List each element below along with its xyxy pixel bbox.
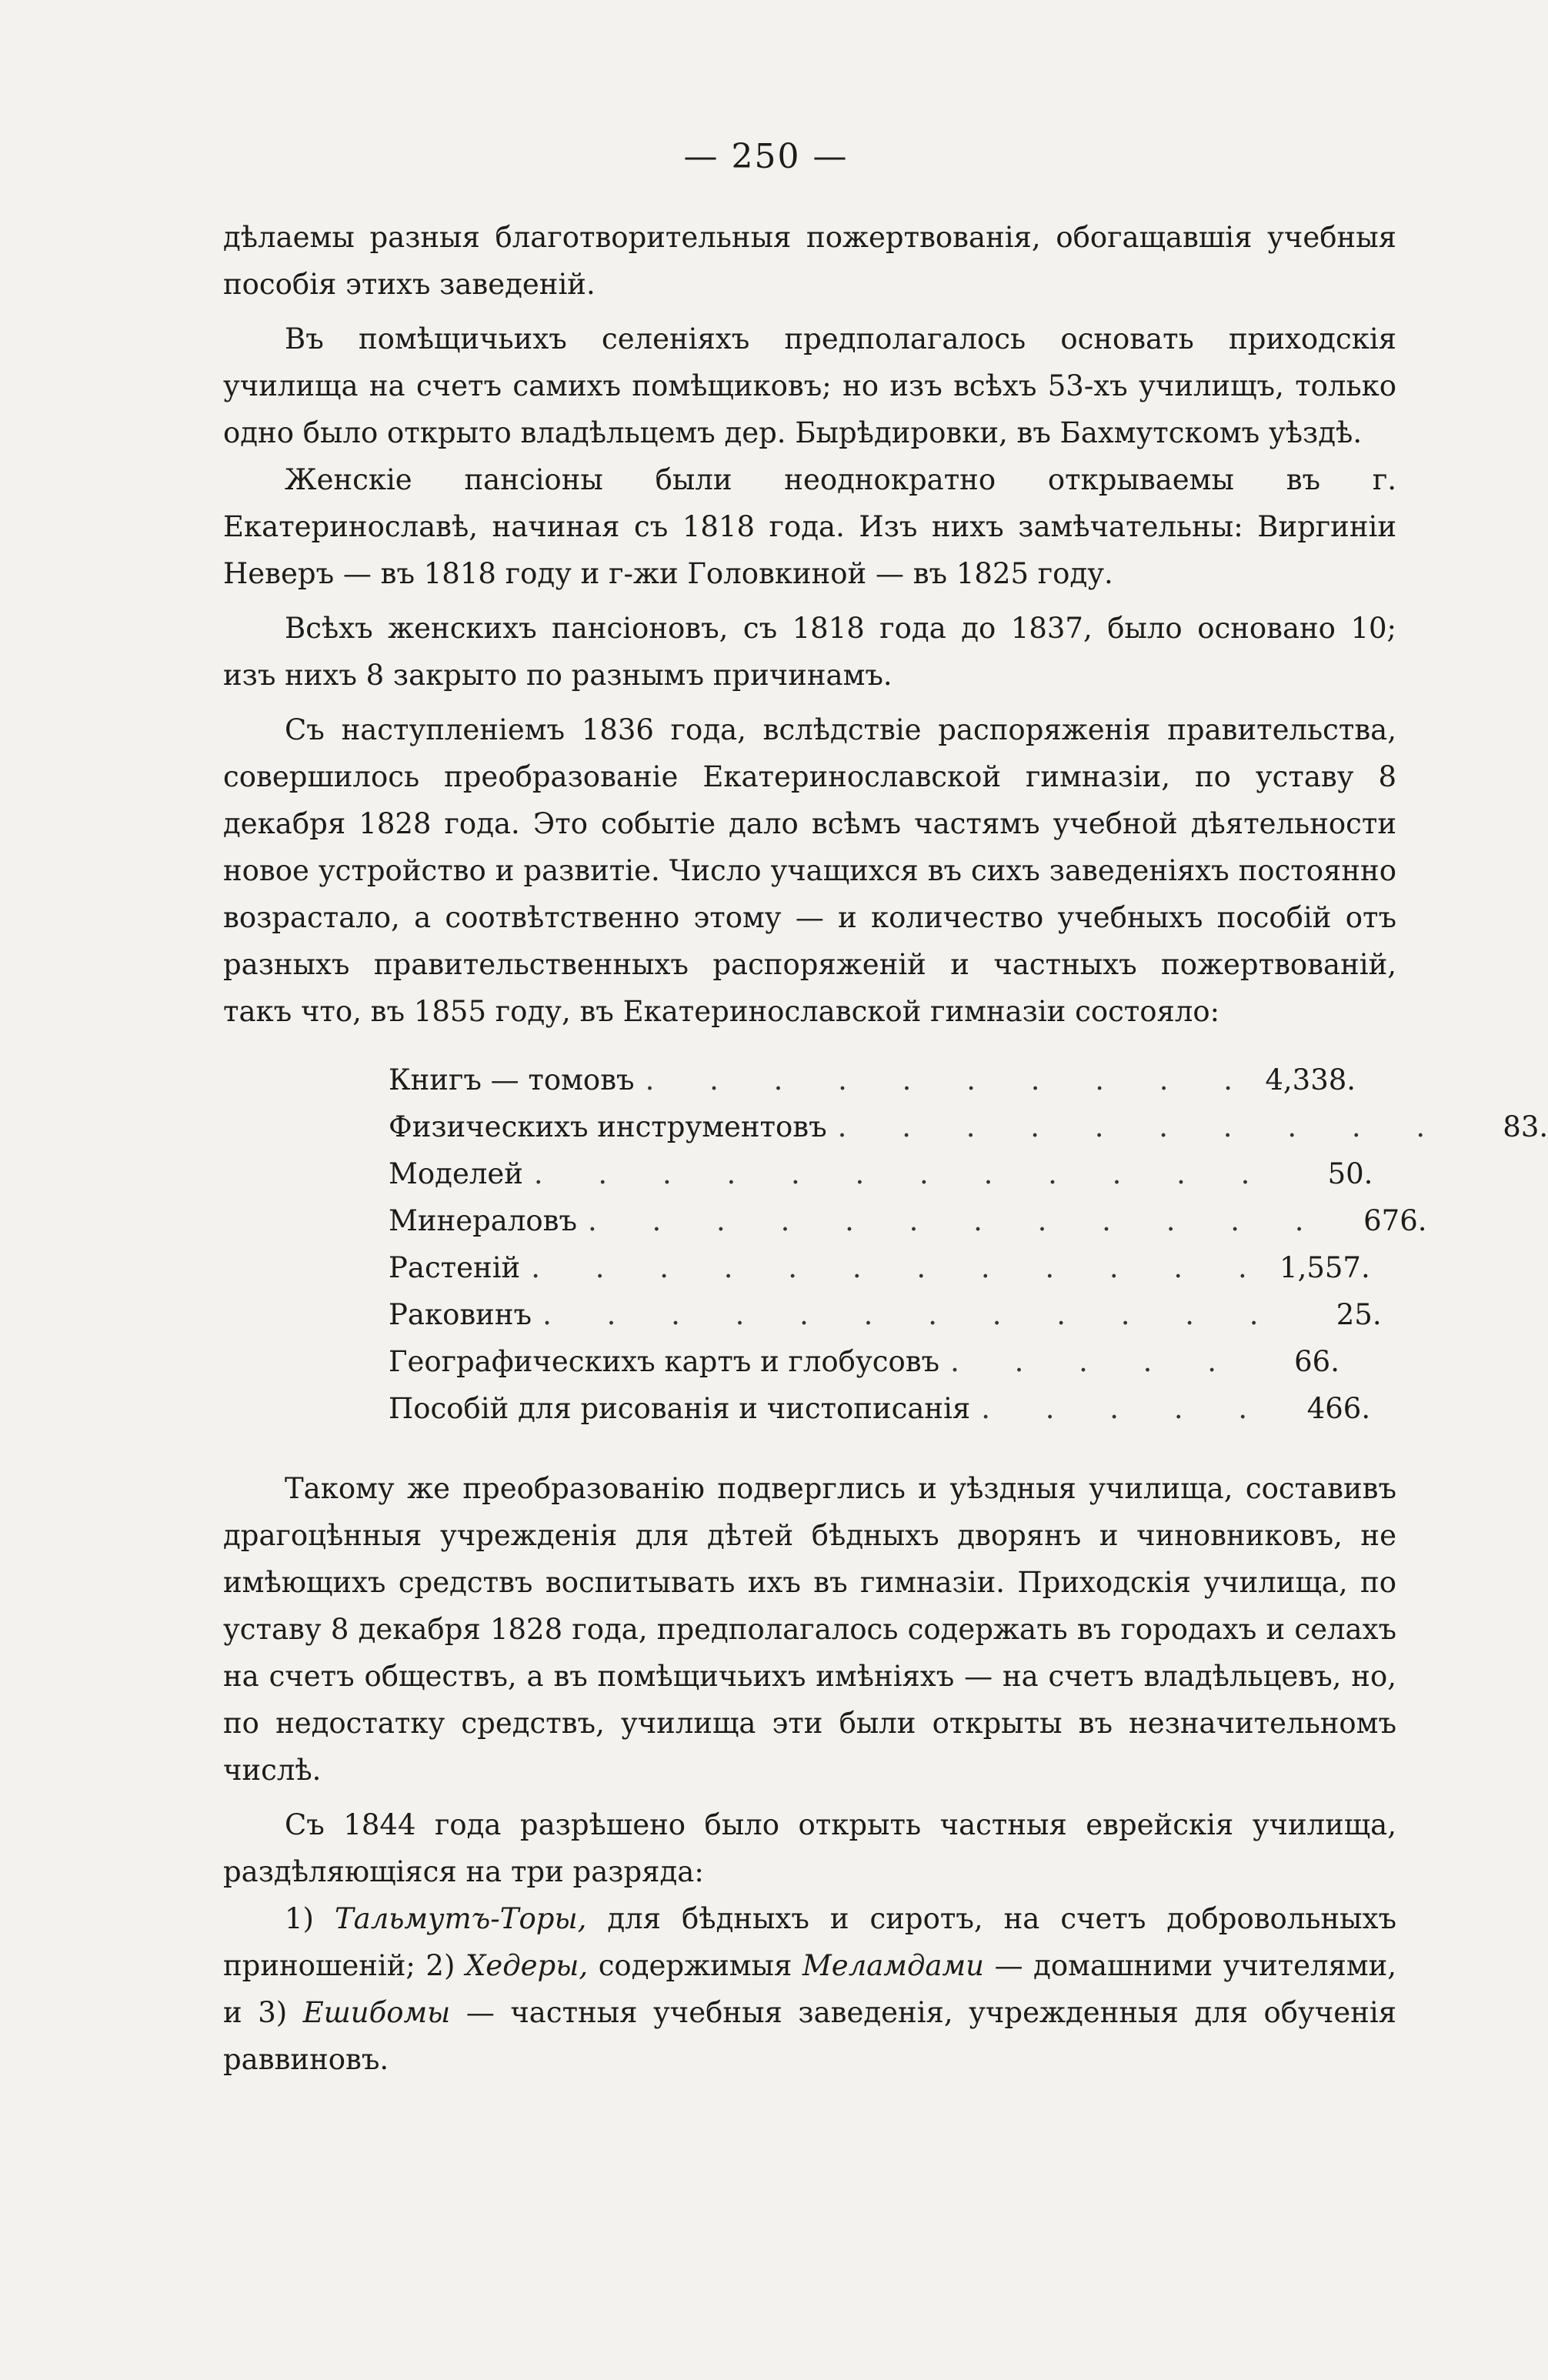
inventory-label: Растеній bbox=[389, 1251, 521, 1284]
term-melamdim: Меламдами bbox=[802, 1949, 984, 1982]
inventory-value: 1,557. bbox=[1279, 1251, 1370, 1284]
inventory-value: 66. bbox=[1294, 1345, 1339, 1378]
item-text: — домашними учителями, и bbox=[223, 1949, 1397, 2029]
leader-dots: . . . . . . . . . . . . bbox=[533, 1157, 1273, 1190]
item-number: 2) bbox=[425, 1949, 455, 1982]
paragraph-8 bbox=[223, 1895, 1396, 2083]
paragraph-5: Съ наступленіемъ 1836 года, вслѣдствіе распоряженія правительства, совершилось преобразованіе Екатеринославской гимназіи, по уставу 8 декабря 1828 года. Это событіе дало всѣмъ частямъ учебной дѣятельности новое устройство и развитіе. Число учащихся въ сихъ заведеніяхъ постоянно возрастало, а соотвѣтственно этому — и количество учебныхъ пособій отъ разныхъ правительственныхъ распоряженій и частныхъ пожертвованій, такъ что, въ 1855 году, въ Екатеринославской гимназіи состояло: bbox=[223, 713, 1396, 1028]
top-text bbox=[223, 214, 1396, 1035]
leader-dots: . . . . . bbox=[981, 1392, 1271, 1425]
term-heders: Хедеры, bbox=[465, 1949, 589, 1982]
leader-dots: . . . . . . . . . . bbox=[645, 1063, 1256, 1097]
bottom-text bbox=[223, 1465, 1396, 2083]
inventory-row bbox=[389, 1385, 1371, 1432]
leader-dots: . . . . . . . . . . . . bbox=[588, 1204, 1327, 1237]
leader-dots: . . . . . . . . . . . . bbox=[531, 1251, 1270, 1284]
paragraph-4: Всѣхъ женскихъ пансіоновъ, съ 1818 года до 1837, было основано 10; изъ нихъ 8 закрыто по разнымъ причинамъ. bbox=[223, 612, 1396, 692]
item-text: для бѣдныхъ и сиротъ, на счетъ добровольныхъ приношеній; bbox=[223, 1902, 1396, 1982]
inventory-row bbox=[389, 1150, 1373, 1197]
inventory-row bbox=[389, 1103, 1548, 1150]
inventory-label: Географическихъ картъ и глобусовъ bbox=[389, 1345, 940, 1378]
item-text: содержимыя bbox=[598, 1949, 792, 1982]
inventory-label: Моделей bbox=[389, 1157, 523, 1190]
inventory-value: 4,338. bbox=[1265, 1063, 1356, 1097]
inventory-row bbox=[389, 1338, 1339, 1385]
item-number: 1) bbox=[285, 1902, 314, 1935]
paragraph-7: Съ 1844 года разрѣшено было открыть частныя еврейскія училища, раздѣляющіяся на три разряда: bbox=[223, 1808, 1396, 1888]
paragraph-1: дѣлаемы разныя благотворительныя пожертвованія, обогащавшія учебныя пособія этихъ заведеній. bbox=[223, 221, 1396, 301]
inventory-row bbox=[389, 1244, 1370, 1291]
inventory-value: 466. bbox=[1306, 1392, 1371, 1425]
paragraph-3: Женскіе пансіоны были неоднократно открываемы въ г. Екатеринославѣ, начиная съ 1818 года. Изъ нихъ замѣчательны: Виргиніи Неверъ — въ 1818 году и г-жи Головкиной — въ 1825 году. bbox=[223, 463, 1396, 590]
inventory-list bbox=[389, 1056, 1548, 1432]
inventory-label: Раковинъ bbox=[389, 1298, 532, 1331]
inventory-value: 50. bbox=[1327, 1157, 1373, 1190]
leader-dots: . . . . . . . . . . . . bbox=[542, 1298, 1282, 1331]
item-number: 3) bbox=[258, 1996, 288, 2029]
inventory-row bbox=[389, 1197, 1427, 1244]
paragraph-2: Въ помѣщичьихъ селеніяхъ предполагалось основать приходскія училища на счетъ самихъ помѣщиковъ; но изъ всѣхъ 53-хъ училищъ, только одно было открыто владѣльцемъ дер. Бырѣдировки, въ Бахмутскомъ уѣздѣ. bbox=[223, 322, 1396, 449]
paragraph-6: Такому же преобразованію подверглись и уѣздныя училища, составивъ драгоцѣнныя учрежденія для дѣтей бѣдныхъ дворянъ и чиновниковъ, не имѣющихъ средствъ воспитывать ихъ въ гимназіи. Приходскія училища, по уставу 8 декабря 1828 года, предполагалось содержать въ городахъ и селахъ на счетъ обществъ, а въ помѣщичьихъ имѣніяхъ — на счетъ владѣльцевъ, но, по недостатку средствъ, училища эти были открыты въ незначительномъ числѣ. bbox=[223, 1472, 1396, 1787]
inventory-label: Физическихъ инструментовъ bbox=[389, 1110, 827, 1143]
item-text: — частныя учебныя заведенія, учрежденныя для обученія раввиновъ. bbox=[223, 1996, 1396, 2076]
inventory-label: Пособій для рисованія и чистописанія bbox=[389, 1392, 971, 1425]
inventory-label: Минераловъ bbox=[389, 1204, 577, 1237]
term-yeshivas: Ешибомы bbox=[302, 1996, 451, 2029]
inventory-value: 25. bbox=[1336, 1298, 1382, 1331]
inventory-value: 83. bbox=[1503, 1110, 1548, 1143]
inventory-row bbox=[389, 1056, 1356, 1103]
inventory-value: 676. bbox=[1363, 1204, 1427, 1237]
term-talmud-torah: Тальмутъ-Торы, bbox=[334, 1902, 587, 1935]
leader-dots: . . . . . . . . . . bbox=[837, 1110, 1449, 1143]
page-number: — 250 — bbox=[683, 137, 849, 176]
inventory-row bbox=[389, 1291, 1382, 1338]
leader-dots: . . . . . bbox=[950, 1345, 1239, 1378]
inventory-label: Книгъ — томовъ bbox=[389, 1063, 635, 1097]
